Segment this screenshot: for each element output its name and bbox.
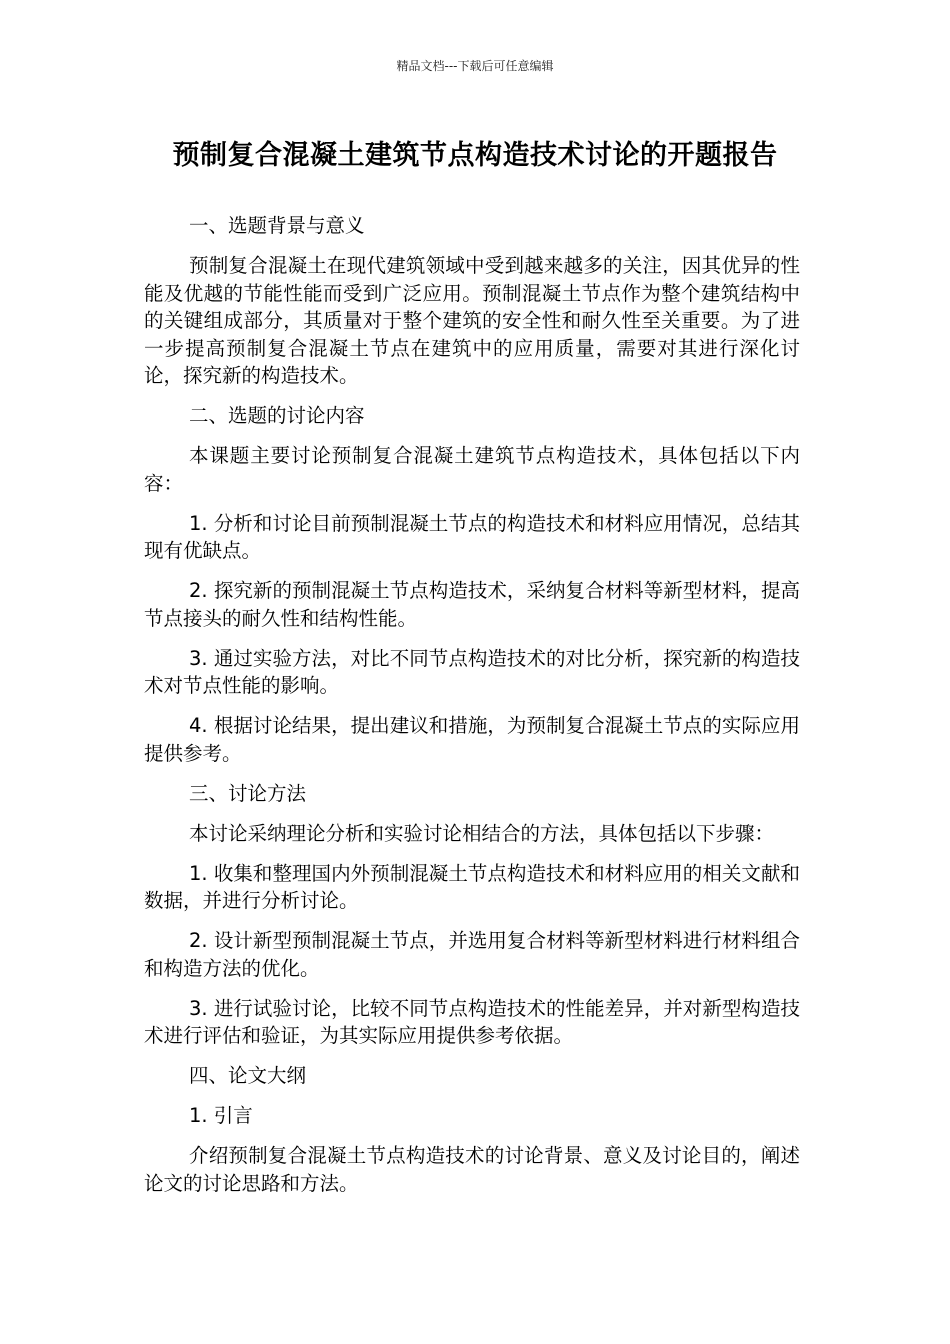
section-heading-background: 一、选题背景与意义 <box>189 214 365 237</box>
page-header-note: 精品文档---下载后可任意编辑 <box>396 59 554 73</box>
list-item-method-3: 3. 进行试验讨论，比较不同节点构造技术的性能差异，并对新型构造技术进行评估和验证，为其实际应用提供参考依据。 <box>144 996 800 1047</box>
list-item-method-1: 1. 收集和整理国内外预制混凝土节点构造技术和材料应用的相关文献和数据，并进行分析讨论。 <box>144 861 800 912</box>
section-heading-outline: 四、论文大纲 <box>189 1064 307 1087</box>
section-heading-method: 三、讨论方法 <box>189 781 307 805</box>
paragraph-introduction: 介绍预制复合混凝土节点构造技术的讨论背景、意义及讨论目的，阐述论文的讨论思路和方法。 <box>144 1144 800 1195</box>
document-body <box>144 212 800 1210</box>
list-item-content-1: 1. 分析和讨论目前预制混凝土节点的构造技术和材料应用情况，总结其现有优缺点。 <box>144 511 800 562</box>
list-item-content-3: 3. 通过实验方法，对比不同节点构造技术的对比分析，探究新的构造技术对节点性能的影响。 <box>144 646 800 697</box>
list-item-content-4: 4. 根据讨论结果，提出建议和措施，为预制复合混凝土节点的实际应用提供参考。 <box>144 714 800 765</box>
list-item-content-2: 2. 探究新的预制混凝土节点构造技术，采纳复合材料等新型材料，提高节点接头的耐久性和结构性能。 <box>144 579 800 630</box>
paragraph-background: 预制复合混凝土在现代建筑领域中受到越来越多的关注，因其优异的性能及优越的节能性能而受到广泛应用。预制混凝土节点作为整个建筑结构中的关键组成部分，其质量对于整个建筑的安全性和耐久性至关重要。为了进一步提高预制复合混凝土节点在建筑中的应用质量，需要对其进行深化讨论，探究新的构造技术。 <box>144 254 800 387</box>
outline-item-introduction: 1. 引言 <box>189 1104 253 1127</box>
paragraph-method-intro: 本讨论采纳理论分析和实验讨论相结合的方法，具体包括以下步骤： <box>189 821 775 845</box>
list-item-method-2: 2. 设计新型预制混凝土节点，并选用复合材料等新型材料进行材料组合和构造方法的优化。 <box>144 929 800 980</box>
paragraph-content-intro: 本课题主要讨论预制复合混凝土建筑节点构造技术，具体包括以下内容： <box>144 444 800 495</box>
document-title: 预制复合混凝土建筑节点构造技术讨论的开题报告 <box>172 140 778 171</box>
section-heading-content: 二、选题的讨论内容 <box>189 404 365 427</box>
